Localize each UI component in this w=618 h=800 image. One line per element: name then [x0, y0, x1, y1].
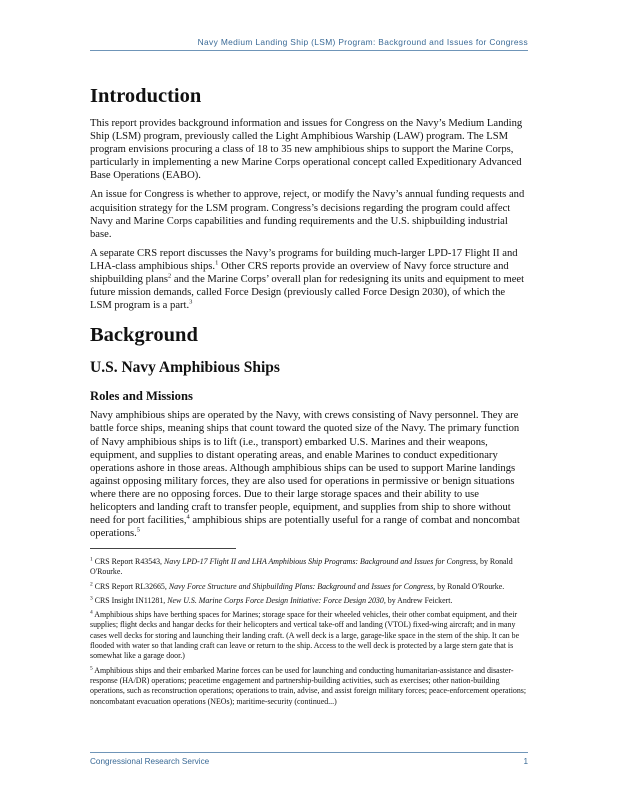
footnote-text: , by Ronald O'Rourke. — [433, 581, 505, 591]
footnote-text: , by Ronald O'Rourke. — [90, 557, 513, 577]
intro-p3-text-a: A separate CRS report discusses the Navy’s programs for building much-larger LPD-17 Flight II and LHA-class amphibious ships. — [90, 247, 518, 272]
intro-p3-text-b: Other CRS reports provide an overview of Navy force structure and shipbuilding plans — [90, 260, 509, 286]
intro-paragraph-1: This report provides background information and issues for Congress on the Navy’s Medium Landing Ship (LSM) program, previously called the Light Amphibious Warship (LAW) program. The LSM program envisions procuring a class of 18 to 35 new amphibious ships to support the Marine Corps, particularly in implementing a new Marine Corps operational concept called Expeditionary Advanced Base Operations (EABO). — [90, 118, 523, 182]
footnote-ref-1[interactable]: 1 — [215, 259, 219, 267]
footnote-text: , by Andrew Feickert. — [383, 595, 453, 605]
page-number: 1 — [523, 757, 528, 766]
footnote-text: CRS Report RL32665, — [92, 581, 169, 591]
footnote-cited-title: Navy LPD-17 Flight II and LHA Amphibious Ship Programs: Background and Issues for Congress — [164, 557, 477, 566]
header-divider — [90, 50, 528, 51]
heading-background: Background — [90, 324, 198, 347]
footnote-number: 4 — [90, 609, 93, 616]
footnote-4 — [90, 610, 528, 661]
footnote-1 — [90, 557, 528, 578]
footnote-ref-5[interactable]: 5 — [136, 526, 141, 534]
intro-paragraph-2: An issue for Congress is whether to approve, reject, or modify the Navy’s annual funding requests and acquisition strategy for the LSM program. Congress’s decisions regarding the program could affect Navy and Marine Corps capabilities and funding requirements and the U.S. shipbuilding industrial base. — [90, 189, 525, 240]
footer-publisher: Congressional Research Service — [90, 757, 210, 766]
footnote-number: 1 — [90, 556, 93, 563]
footnote-text: CRS Insight IN11281, — [92, 595, 168, 605]
running-header: Navy Medium Landing Ship (LSM) Program: Background and Issues for Congress — [197, 37, 528, 47]
heading-introduction: Introduction — [90, 85, 202, 107]
footnote-text: Amphibious ships have berthing spaces for Marines; storage space for their wheeled vehicles, their other combat equipment, and their supplies; flight decks and hangar decks for their helicopters and vertical take-off and landing (VTOL) fixed-wing aircraft; and in many cases well decks for storing and launching their landing craft. (A well deck is a large, garage-like space in the stern of the ship. It can be flooded with water so that landing craft can leave or return to the ship. Access to the well deck is protected by a large stern gate that is somewhat like a garage door.) — [90, 610, 520, 661]
footnote-text: Amphibious ships and their embarked Marine forces can be used for launching and conducting humanitarian-assistance and disaster-response (HA/DR) operations; peacetime engagement and partnership-building activities, such as exercises; other nation-building operations, such as reconstruction operations; operations to train, advise, and assist foreign military forces; peace-enforcement operations; noncombatant evacuation operations (NEOs); maritime-security (continued...) — [90, 665, 527, 706]
heading-roles-and-missions: Roles and Missions — [90, 389, 193, 404]
roles-p1-text-b: amphibious ships are potentially useful for a range of combat and noncombat operations. — [90, 515, 520, 540]
footnote-number: 3 — [90, 595, 93, 602]
footnote-3 — [90, 596, 528, 606]
intro-p3-text-c: and the Marine Corps’ overall plan for redesigning its units and equipment to meet future mission demands, called Force Design (previously called Force Design 2030), of which the LSM program is a part. — [90, 274, 525, 312]
footnote-ref-2[interactable]: 2 — [167, 272, 172, 280]
footnote-cited-title: Navy Force Structure and Shipbuilding Plans: Background and Issues for Congress — [168, 581, 434, 591]
footnote-ref-4[interactable]: 4 — [186, 513, 190, 521]
footnote-number: 5 — [90, 665, 93, 672]
footnote-text: CRS Report R43543, — [92, 557, 164, 566]
footnote-divider — [90, 548, 236, 549]
intro-paragraph-3 — [90, 247, 528, 312]
footnote-ref-3[interactable]: 3 — [189, 298, 193, 306]
roles-p1-text-a: Navy amphibious ships are operated by the Navy, with crews consisting of Navy personnel. They are battle force ships, meaning ships that count toward the quoted size of the Navy. The primary function of Navy amphibious ships is to lift (i.e., transport) embarked U.S. Marines and their weapons, equipment, and supplies to distant operating areas, and enable Marines to conduct expeditionary operations ashore in those areas. Although amphibious ships can be used to support Marine landings against opposing military forces, they are also used for operations in permissive or benign situations where there are no opposing forces. Due to their large storage spaces and their ability to use helicopters and landing craft to transfer people, equipment, and supplies from ship to shore without need for port facilities, — [90, 410, 520, 527]
footnote-2 — [90, 582, 528, 592]
footnote-cited-title: New U.S. Marine Corps Force Design Initiative: Force Design 2030 — [167, 595, 384, 605]
footnote-5 — [90, 666, 528, 707]
footnotes — [90, 557, 528, 711]
footer-divider — [90, 752, 528, 753]
footnote-number: 2 — [90, 580, 93, 587]
roles-paragraph-1 — [90, 409, 528, 540]
main-content — [90, 83, 528, 546]
heading-us-navy-amphibious-ships: U.S. Navy Amphibious Ships — [90, 359, 280, 377]
